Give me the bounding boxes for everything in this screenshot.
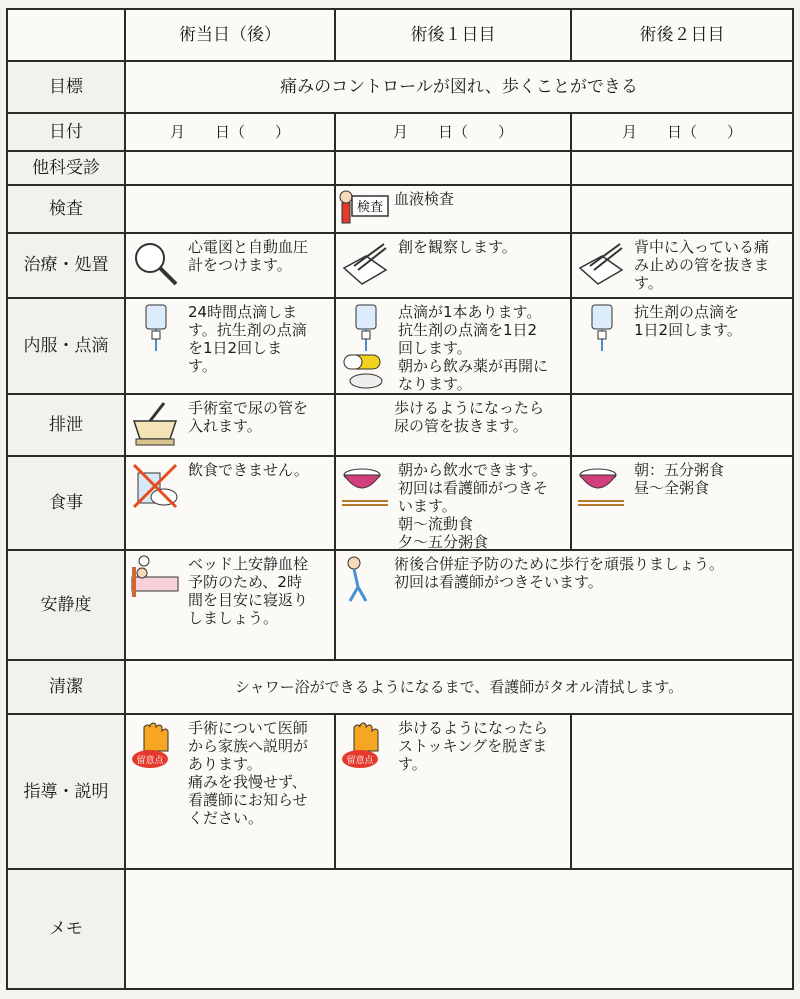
row-memo bbox=[7, 869, 793, 989]
row-meal bbox=[7, 456, 793, 550]
meal-day1-text: 朝から飲水できます。 初回は看護師がつきそ います。 朝〜流動食 夕〜五分粥食 bbox=[398, 460, 549, 551]
caution-badge-label: 留意点 bbox=[136, 756, 164, 767]
excretion-day0 bbox=[125, 394, 335, 456]
rice-bowl-icon bbox=[576, 461, 626, 511]
meal-day0-text: 飲食できません。 bbox=[188, 460, 309, 479]
label-excretion: 排泄 bbox=[7, 394, 125, 456]
excretion-day2 bbox=[571, 394, 793, 456]
exam-day1 bbox=[335, 185, 571, 233]
label-treatment: 治療・処置 bbox=[7, 233, 125, 297]
guidance-day0 bbox=[125, 714, 335, 868]
medication-day0 bbox=[125, 298, 335, 394]
medication-day2-text: 抗生剤の点滴を 1日2回します。 bbox=[634, 302, 742, 339]
header-row bbox=[7, 9, 793, 61]
label-date: 日付 bbox=[7, 113, 125, 151]
rest-day0-text: ベッド上安静血栓 予防のため、2時 間を目安に寝返り しましょう。 bbox=[188, 555, 309, 628]
exam-day2 bbox=[571, 185, 793, 233]
caution-hand-icon bbox=[130, 719, 180, 773]
row-clean bbox=[7, 660, 793, 714]
row-guidance bbox=[7, 714, 793, 868]
label-guidance: 指導・説明 bbox=[7, 714, 125, 868]
memo-area[interactable] bbox=[125, 869, 793, 989]
other-dept-day1 bbox=[335, 151, 571, 185]
excretion-day1-text: 歩けるようになったら 尿の管を抜きます。 bbox=[394, 398, 545, 435]
treatment-day0-text: 心電図と自動血圧 計をつけます。 bbox=[188, 238, 309, 275]
medication-day2 bbox=[571, 298, 793, 394]
medication-day1-text: 点滴が1本あります。 抗生剤の点滴を1日2 回します。 朝から飲み薬が再開に なります。 bbox=[398, 302, 549, 393]
meal-day2-text: 朝：五分粥食 昼〜全粥食 bbox=[634, 460, 725, 497]
label-other-dept: 他科受診 bbox=[7, 151, 125, 185]
label-goal: 目標 bbox=[7, 61, 125, 113]
urinal-icon bbox=[130, 399, 180, 449]
row-treatment bbox=[7, 233, 793, 297]
exam-nurse-icon bbox=[338, 188, 390, 228]
magnifier-icon bbox=[130, 238, 180, 288]
date-day1: 月 日（ ） bbox=[335, 113, 571, 151]
guidance-day2 bbox=[571, 714, 793, 868]
row-other-dept bbox=[7, 151, 793, 185]
iv-drip-icon bbox=[340, 303, 390, 353]
header-day2: 術後２日目 bbox=[571, 9, 793, 61]
treatment-day1-text: 創を観察します。 bbox=[398, 238, 517, 257]
row-rest bbox=[7, 550, 793, 660]
exam-icon-label: 検査 bbox=[356, 200, 384, 216]
guidance-day1 bbox=[335, 714, 571, 868]
rest-day1-2 bbox=[335, 550, 793, 660]
guidance-day0-text: 手術について医師 から家族へ説明が あります。 痛みを我慢せず、 看護師にお知らせ ください。 bbox=[188, 719, 309, 828]
iv-drip-icon bbox=[576, 303, 626, 353]
clean-text: シャワー浴ができるようになるまで、看護師がタオル清拭します。 bbox=[125, 660, 793, 714]
label-memo: メモ bbox=[7, 869, 125, 989]
medication-day0-text: 24時間点滴しま す。抗生剤の点滴 を1日2回しま す。 bbox=[188, 302, 307, 375]
treatment-day2-text: 背中に入っている痛 み止めの管を抜きま す。 bbox=[634, 238, 770, 293]
label-exam: 検査 bbox=[7, 185, 125, 233]
caution-badge-label: 留意点 bbox=[346, 756, 374, 767]
label-rest: 安静度 bbox=[7, 550, 125, 660]
excretion-day0-text: 手術室で尿の管を 入れます。 bbox=[188, 398, 309, 435]
guidance-day1-text: 歩けるようになったら ストッキングを脱ぎま す。 bbox=[398, 719, 549, 774]
meal-day2 bbox=[571, 456, 793, 550]
no-food-icon bbox=[130, 461, 180, 511]
row-medication bbox=[7, 298, 793, 394]
medication-day1 bbox=[335, 298, 571, 394]
meal-day0 bbox=[125, 456, 335, 550]
caution-hand-icon bbox=[340, 719, 390, 773]
other-dept-day2 bbox=[571, 151, 793, 185]
row-excretion bbox=[7, 394, 793, 456]
gauze-tweezers-icon bbox=[340, 238, 390, 288]
date-day2: 月 日（ ） bbox=[571, 113, 793, 151]
treatment-day2 bbox=[571, 233, 793, 297]
date-day0: 月 日（ ） bbox=[125, 113, 335, 151]
gauze-tweezers-icon bbox=[576, 238, 626, 288]
treatment-day1 bbox=[335, 233, 571, 297]
rest-day0 bbox=[125, 550, 335, 660]
clinical-pathway-table bbox=[6, 8, 794, 990]
label-clean: 清潔 bbox=[7, 660, 125, 714]
excretion-day1 bbox=[335, 394, 571, 456]
label-medication: 内服・点滴 bbox=[7, 298, 125, 394]
other-dept-day0 bbox=[125, 151, 335, 185]
rice-bowl-icon bbox=[340, 461, 390, 511]
meal-day1 bbox=[335, 456, 571, 550]
row-exam bbox=[7, 185, 793, 233]
row-goal bbox=[7, 61, 793, 113]
walking-person-icon bbox=[340, 555, 390, 605]
row-date bbox=[7, 113, 793, 151]
header-day1: 術後１日目 bbox=[335, 9, 571, 61]
treatment-day0 bbox=[125, 233, 335, 297]
exam-day0 bbox=[125, 185, 335, 233]
label-meal: 食事 bbox=[7, 456, 125, 550]
bed-rest-icon bbox=[130, 555, 180, 605]
corner-cell bbox=[7, 9, 125, 61]
pill-capsule-icon bbox=[340, 351, 390, 391]
rest-day1-2-text: 術後合併症予防のために歩行を頑張りましょう。 初回は看護師がつきそいます。 bbox=[394, 555, 725, 592]
exam-day1-text: 血液検査 bbox=[394, 190, 455, 209]
header-day0: 術当日（後） bbox=[125, 9, 335, 61]
iv-drip-icon bbox=[130, 303, 180, 353]
goal-text: 痛みのコントロールが図れ、歩くことができる bbox=[125, 61, 793, 113]
